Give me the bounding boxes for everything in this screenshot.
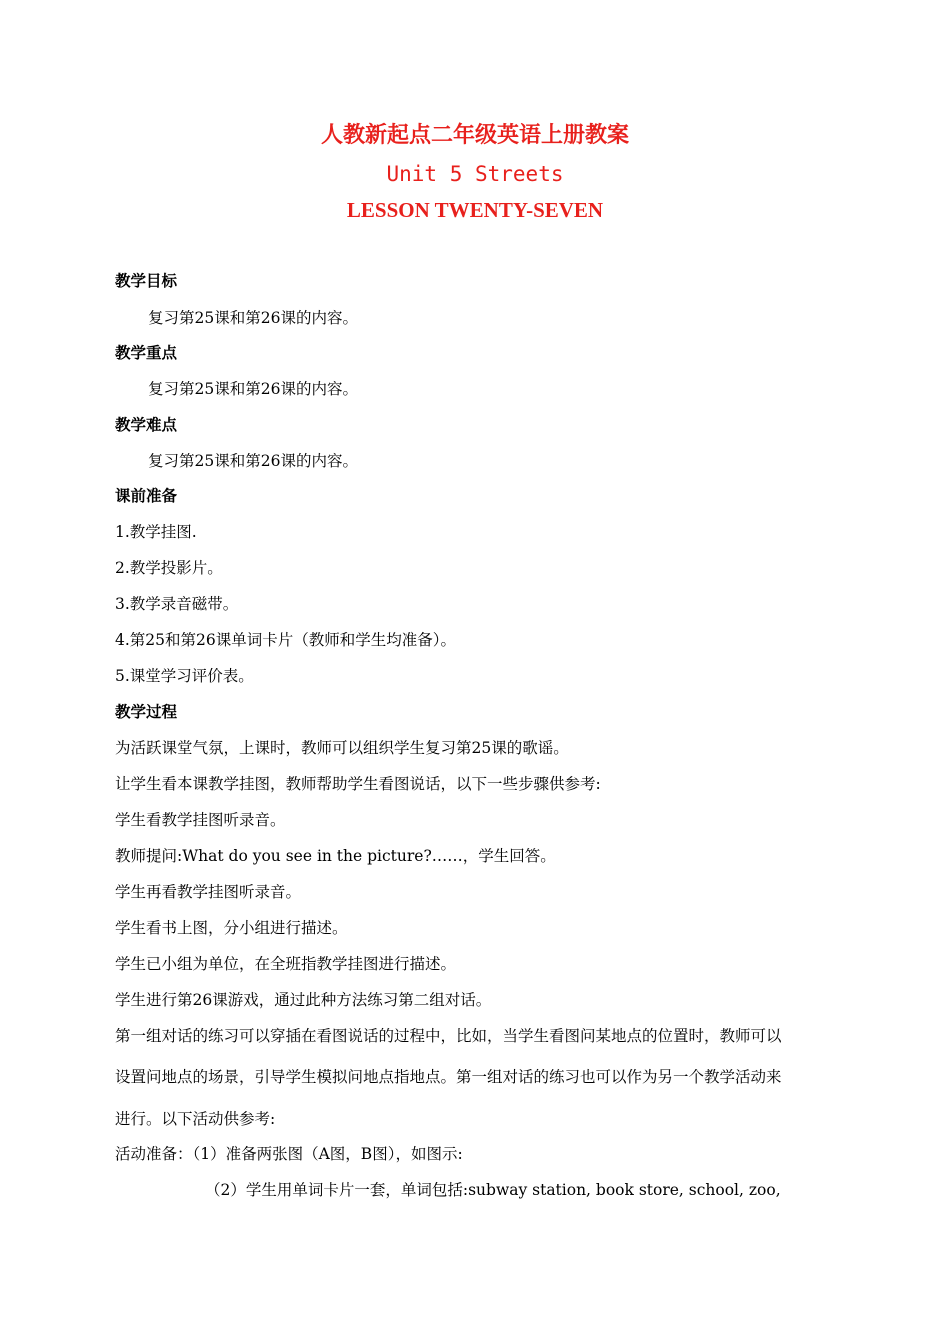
- prep-item: 5.课堂学习评价表。: [115, 667, 254, 685]
- prep-item: 1.教学挂图.: [115, 523, 197, 541]
- process-line: 进行。以下活动供参考:: [115, 1110, 276, 1128]
- process-line: 设置问地点的场景，引导学生模拟问地点指地点。第一组对话的练习也可以作为另一个教学活动来: [115, 1068, 782, 1086]
- prep-heading: 课前准备: [115, 487, 178, 505]
- process-line: 第一组对话的练习可以穿插在看图说话的过程中，比如，当学生看图问某地点的位置时，教师可以: [115, 1027, 782, 1045]
- goal-text: 复习第25课和第26课的内容。: [148, 309, 358, 327]
- process-line: 学生再看教学挂图听录音。: [115, 883, 302, 901]
- process-line: 教师提问:What do you see in the picture?……，学生回答。: [115, 847, 556, 865]
- process-line: 让学生看本课教学挂图，教师帮助学生看图说话，以下一些步骤供参考:: [115, 775, 601, 793]
- prep-item: 3.教学录音磁带。: [115, 595, 239, 613]
- process-line: 学生进行第26课游戏，通过此种方法练习第二组对话。: [115, 991, 492, 1009]
- process-line: 学生看书上图，分小组进行描述。: [115, 919, 348, 937]
- unit-title: Unit 5 Streets: [386, 162, 564, 186]
- process-line: （2）学生用单词卡片一套，单词包括:subway station, book store, school, zoo,: [205, 1181, 781, 1199]
- difficulty-heading: 教学难点: [115, 416, 178, 434]
- process-line: 学生已小组为单位，在全班指教学挂图进行描述。: [115, 955, 457, 973]
- focus-text: 复习第25课和第26课的内容。: [148, 380, 358, 398]
- document-title: 人教新起点二年级英语上册教案: [320, 123, 629, 148]
- difficulty-text: 复习第25课和第26课的内容。: [148, 452, 358, 470]
- prep-item: 2.教学投影片。: [115, 559, 223, 577]
- lesson-title: LESSON TWENTY-SEVEN: [346, 198, 604, 222]
- focus-heading: 教学重点: [115, 344, 178, 362]
- process-line: 学生看教学挂图听录音。: [115, 811, 286, 829]
- process-line: 为活跃课堂气氛，上课时，教师可以组织学生复习第25课的歌谣。: [115, 739, 569, 757]
- goal-heading: 教学目标: [115, 272, 178, 290]
- prep-item: 4.第25和第26课单词卡片（教师和学生均准备）。: [115, 631, 456, 649]
- process-heading: 教学过程: [115, 703, 178, 721]
- process-line: 活动准备：（1）准备两张图（A图，B图），如图示:: [115, 1145, 463, 1163]
